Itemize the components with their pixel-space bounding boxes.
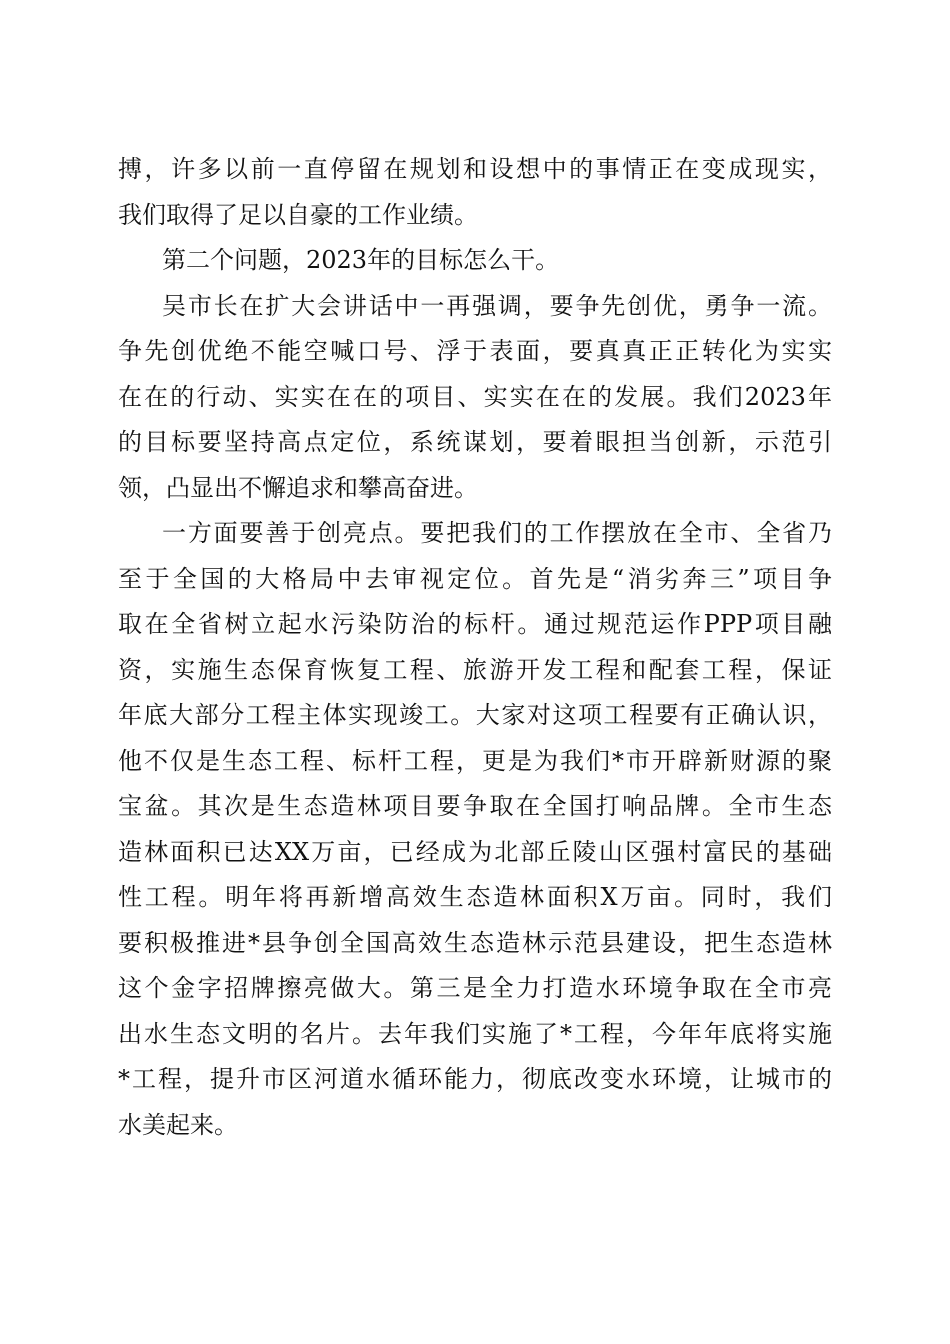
text-line: 这个金字招牌擦亮做大。第三是全力打造水环境争取在全市亮: [118, 974, 832, 1002]
text-line: 性工程。明年将再新增高效生态造林面积X万亩。同时，我们: [118, 883, 832, 911]
text-line: 要积极推进*县争创全国高效生态造林示范县建设，把生态造林: [118, 928, 832, 957]
text-line: 我们取得了足以自豪的工作业绩。: [118, 200, 478, 229]
text-line: 在在的行动、实实在在的项目、实实在在的发展。我们2023年: [118, 382, 832, 411]
text-line: 年底大部分工程主体实现竣工。大家对这项工程要有正确认识，: [118, 701, 832, 729]
text-line: 宝盆。其次是生态造林项目要争取在全国打响品牌。全市生态: [118, 792, 832, 820]
section-heading: 第二个问题，2023年的目标怎么干。: [162, 246, 560, 274]
text-line: 出水生态文明的名片。去年我们实施了*工程，今年年底将实施: [118, 1019, 832, 1048]
body-text: [118, 147, 832, 1148]
text-line: 的目标要坚持高点定位，系统谋划，要着眼担当创新，示范引: [118, 428, 832, 456]
text-line: 他不仅是生态工程、标杆工程，更是为我们*市开辟新财源的聚: [118, 746, 832, 775]
text-line: 吴市长在扩大会讲话中一再强调，要争先创优，勇争一流。: [162, 291, 832, 320]
text-line: 一方面要善于创亮点。要把我们的工作摆放在全市、全省乃: [162, 519, 832, 547]
text-line: *工程，提升市区河道水循环能力，彻底改变水环境，让城市的: [118, 1065, 832, 1093]
text-line: 争先创优绝不能空喊口号、浮于表面，要真真正正转化为实实: [118, 337, 832, 365]
text-line: 领，凸显出不懈追求和攀高奋进。: [118, 473, 478, 502]
text-line: 搏，许多以前一直停留在规划和设想中的事情正在变成现实，: [118, 155, 832, 183]
text-line: 资，实施生态保育恢复工程、旅游开发工程和配套工程，保证: [118, 655, 832, 684]
text-line: 造林面积已达XX万亩，已经成为北部丘陵山区强村富民的基础: [118, 837, 832, 866]
text-line: 至于全国的大格局中去审视定位。首先是“消劣奔三”项目争: [118, 564, 832, 593]
text-line: 取在全省树立起水污染防治的标杆。通过规范运作PPP项目融: [118, 610, 832, 638]
text-line: 水美起来。: [118, 1110, 238, 1139]
